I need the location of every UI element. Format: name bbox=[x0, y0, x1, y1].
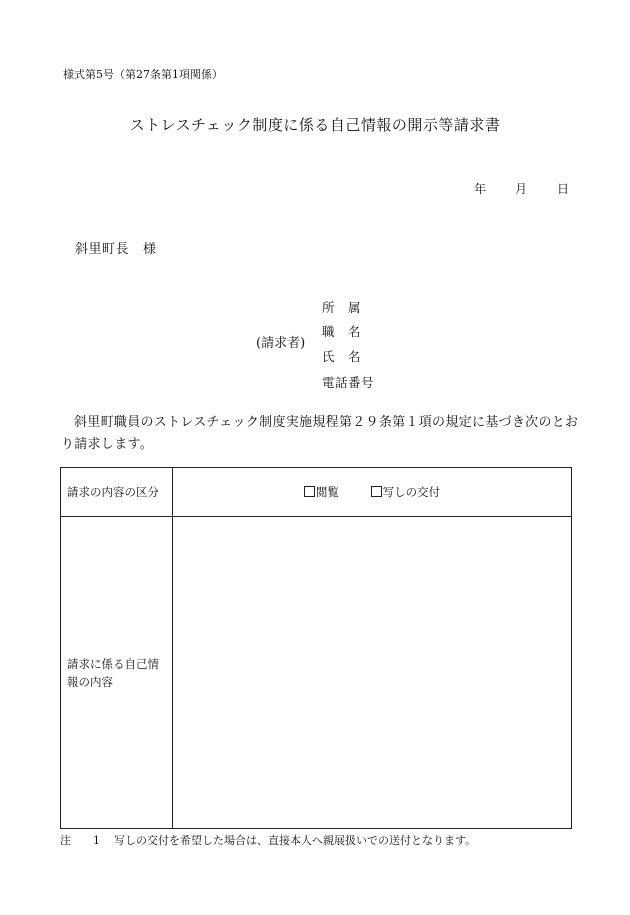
addressee-name: 斜里町長 bbox=[75, 242, 130, 257]
request-type-options bbox=[173, 468, 572, 517]
form-number: 様式第5号（第27条第1項関係） bbox=[63, 68, 223, 81]
note-number: 1 bbox=[93, 834, 100, 847]
date-month-label: 月 bbox=[515, 182, 528, 196]
addressee bbox=[75, 238, 157, 257]
option-copy-label: 写しの交付 bbox=[382, 485, 441, 499]
table-row bbox=[61, 517, 572, 829]
request-statement: 斜里町職員のストレスチェック制度実施規程第２９条第１項の規定に基づき次のとおり請求します。 bbox=[61, 415, 579, 452]
field-name: 氏 名 bbox=[322, 349, 362, 364]
request-type-label: 請求の内容の区分 bbox=[61, 468, 173, 517]
option-copy[interactable] bbox=[371, 485, 441, 499]
field-phone: 電話番号 bbox=[322, 375, 375, 390]
footnote bbox=[60, 832, 476, 848]
option-view-label: 閲覧 bbox=[315, 485, 339, 499]
date-day-label: 日 bbox=[557, 182, 570, 196]
checkbox-icon[interactable] bbox=[371, 486, 382, 497]
note-text: 写しの交付を希望した場合は、直接本人へ親展扱いでの送付となります。 bbox=[114, 834, 477, 847]
date-year-label: 年 bbox=[474, 182, 487, 196]
applicant-label: (請求者) bbox=[256, 336, 306, 351]
field-job-title: 職 名 bbox=[322, 324, 362, 339]
field-affiliation: 所 属 bbox=[322, 300, 362, 315]
info-content-field[interactable] bbox=[173, 517, 572, 829]
addressee-honorific: 様 bbox=[143, 242, 157, 257]
note-prefix: 注 bbox=[60, 834, 71, 847]
option-view[interactable] bbox=[304, 485, 339, 499]
document-title: ストレスチェック制度に係る自己情報の開示等請求書 bbox=[129, 116, 501, 134]
checkbox-icon[interactable] bbox=[304, 486, 315, 497]
info-content-label: 請求に係る自己情報の内容 bbox=[61, 517, 173, 829]
table-row bbox=[61, 468, 572, 517]
request-table bbox=[60, 467, 572, 829]
